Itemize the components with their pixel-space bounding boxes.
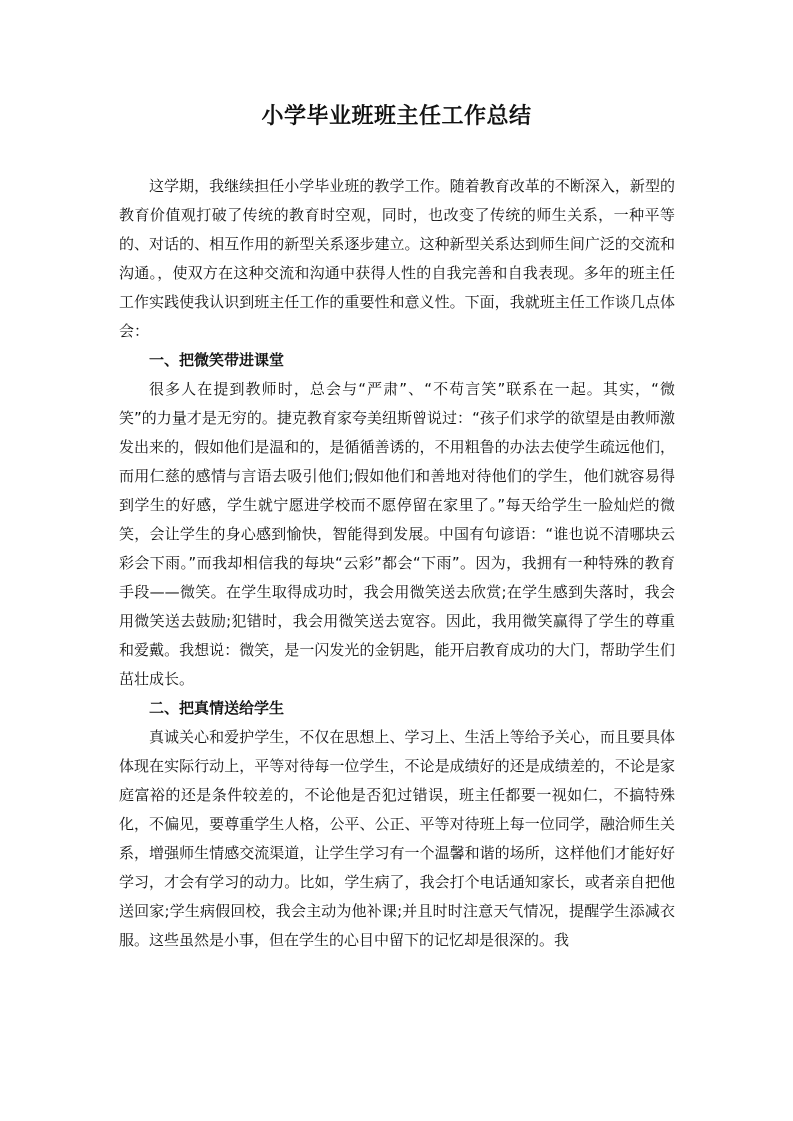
- intro-paragraph: 这学期，我继续担任小学毕业班的教学工作。随着教育改革的不断深入，新型的教育价值观打破了传统的教育时空观，同时，也改变了传统的师生关系，一种平等的、对话的、相互作用的新型关系逐步建立。这种新型关系达到师生间广泛的交流和沟通。，使双方在这种交流和沟通中获得人性的自我完善和自我表现。多年的班主任工作实践使我认识到班主任工作的重要性和意义性。下面，我就班主任工作谈几点体会：: [119, 177, 675, 340]
- section-heading-1: 一、把微笑带进课堂: [149, 351, 285, 369]
- section-heading-2: 二、把真情送给学生: [149, 699, 285, 717]
- section-paragraph-1: 很多人在提到教师时，总会与“严肃”、“不苟言笑”联系在一起。其实，“微笑”的力量才是无穷的。捷克教育家夸美纽斯曾说过：“孩子们求学的欲望是由教师激发出来的，假如他们是温和的，是循循善诱的，不用粗鲁的办法去使学生疏远他们，而用仁慈的感情与言语去吸引他们;假如他们和善地对待他们的学生，他们就容易得到学生的好感，学生就宁愿进学校而不愿停留在家里了。”每天给学生一脸灿烂的微笑，会让学生的身心感到愉快，智能得到发展。中国有句谚语：“谁也说不清哪块云彩会下雨。”而我却相信我的每块“云彩”都会“下雨”。因为，我拥有一种特殊的教育手段——微笑。在学生取得成功时，我会用微笑送去欣赏;在学生感到失落时，我会用微笑送去鼓励;犯错时，我会用微笑送去宽容。因此，我用微笑赢得了学生的尊重和爱戴。我想说：微笑，是一闪发光的金钥匙，能开启教育成功的大门，帮助学生们茁壮成长。: [119, 380, 675, 688]
- document-body: [119, 172, 675, 955]
- section-paragraph-2: 真诚关心和爱护学生，不仅在思想上、学习上、生活上等给予关心，而且要具体体现在实际行动上，平等对待每一位学生，不论是成绩好的还是成绩差的，不论是家庭富裕的还是条件较差的，不论他是否犯过错误，班主任都要一视如仁，不搞特殊化，不偏见，要尊重学生人格，公平、公正、平等对待班上每一位同学，融洽师生关系，增强师生情感交流渠道，让学生学习有一个温馨和谐的场所，这样他们才能好好学习，才会有学习的动力。比如，学生病了，我会打个电话通知家长，或者亲自把他送回家;学生病假回校，我会主动为他补课;并且时时注意天气情况，提醒学生添减衣服。这些虽然是小事，但在学生的心目中留下的记忆却是很深的。我: [119, 728, 675, 949]
- document-title: 小学毕业班班主任工作总结: [261, 104, 532, 129]
